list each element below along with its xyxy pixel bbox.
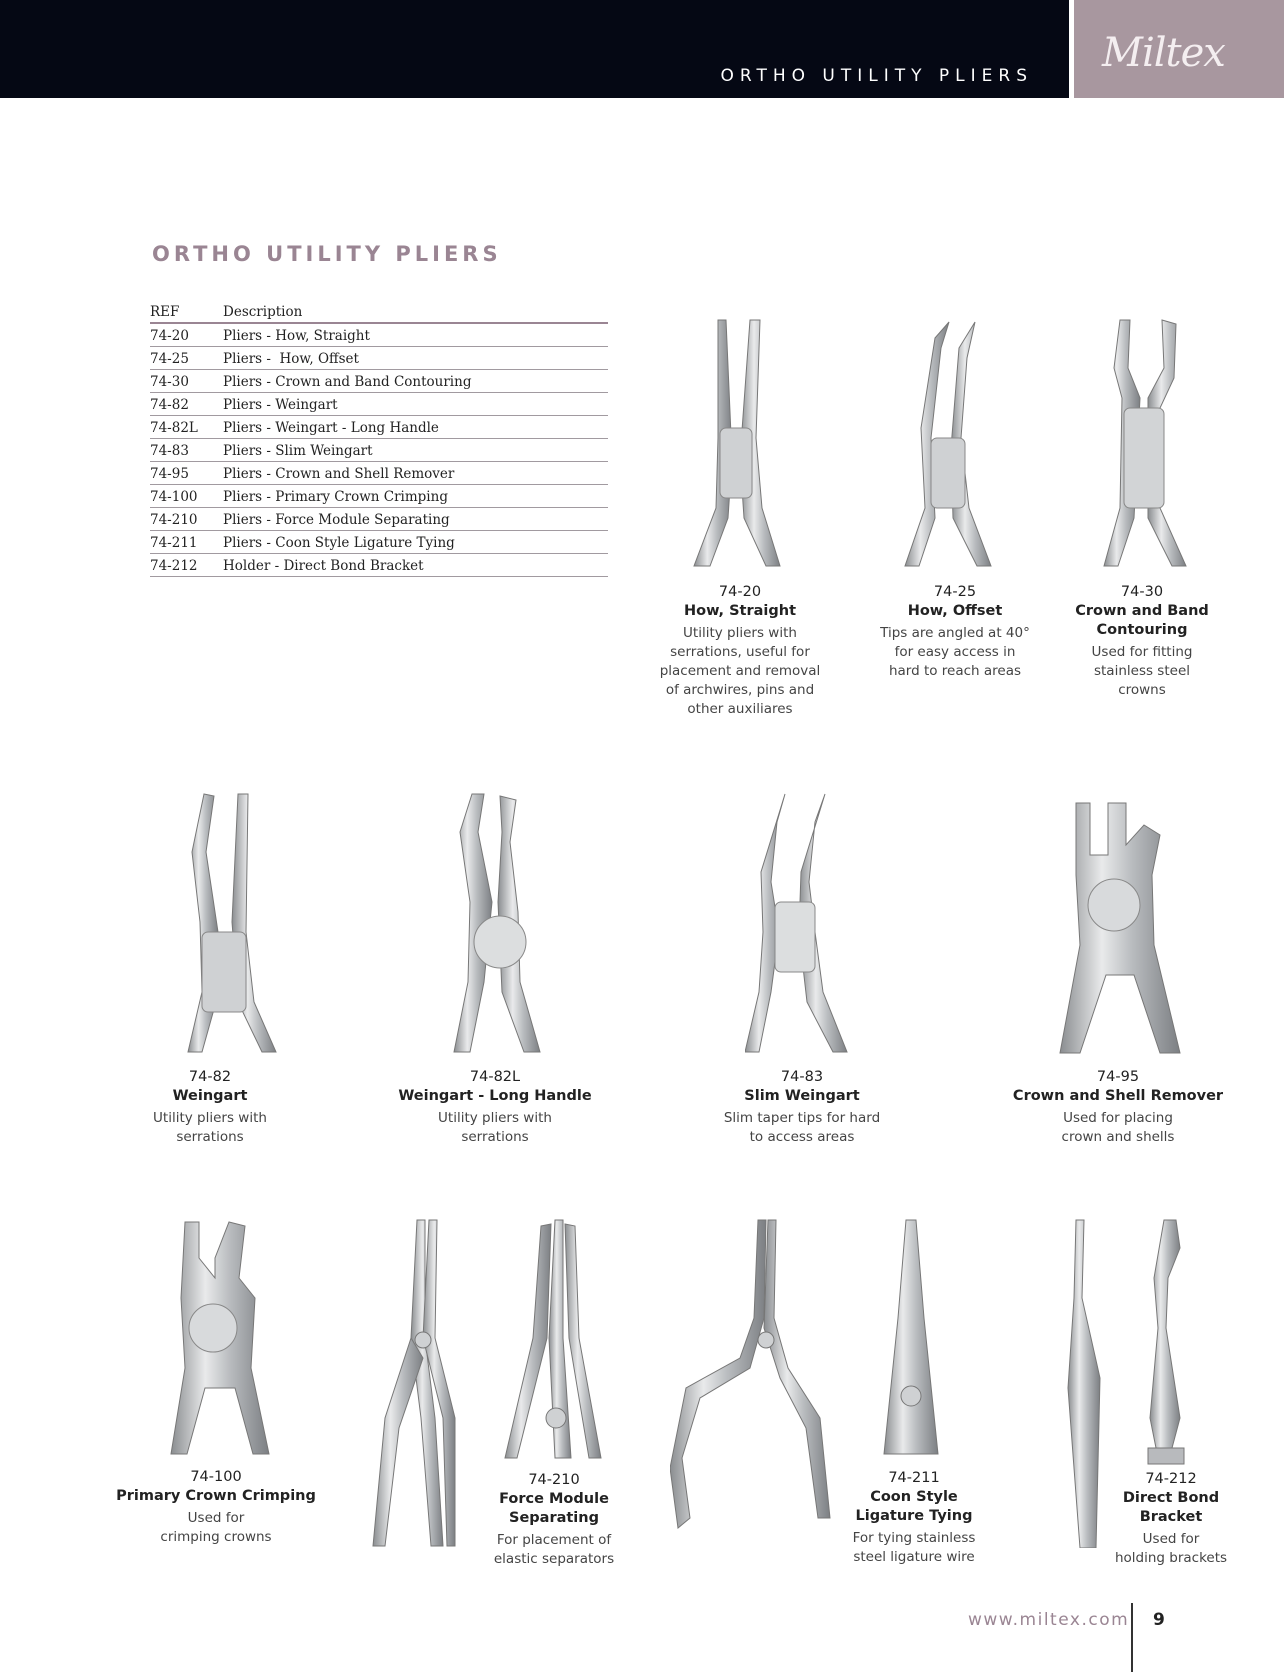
product-name: How, Straight bbox=[683, 603, 797, 619]
pliers-74-100-image bbox=[165, 1218, 275, 1458]
product-code: 74-20 bbox=[718, 584, 762, 600]
product-description: Utility pliers with serrations bbox=[438, 1110, 552, 1145]
pliers-74-20-image bbox=[680, 318, 790, 568]
product-description: For tying stainless steel ligature wire bbox=[852, 1530, 976, 1565]
table-cell-ref: 74-82L bbox=[150, 416, 223, 439]
table-cell-ref: 74-83 bbox=[150, 439, 223, 462]
brand-logo: Miltex bbox=[1102, 30, 1225, 76]
product-name: Force Module Separating bbox=[499, 1491, 609, 1526]
page-number: 9 bbox=[1153, 1610, 1165, 1630]
table-cell-ref: 74-211 bbox=[150, 531, 223, 554]
table-cell-ref: 74-100 bbox=[150, 485, 223, 508]
product-name: Coon Style Ligature Tying bbox=[855, 1489, 973, 1524]
product-74-20 bbox=[640, 583, 840, 719]
pliers-74-82-image bbox=[180, 792, 290, 1054]
footer-url[interactable]: www.miltex.com bbox=[968, 1610, 1130, 1630]
section-title: ORTHO UTILITY PLIERS bbox=[152, 242, 502, 266]
table-row bbox=[150, 393, 608, 416]
product-description: Slim taper tips for hard to access areas bbox=[723, 1110, 881, 1145]
table-cell-description: Pliers - Weingart - Long Handle bbox=[223, 416, 608, 439]
table-cell-ref: 74-30 bbox=[150, 370, 223, 393]
product-name: Crown and Band Contouring bbox=[1075, 603, 1209, 638]
pliers-74-25-image bbox=[895, 318, 1005, 568]
table-row bbox=[150, 416, 608, 439]
product-74-30 bbox=[1042, 583, 1242, 700]
product-code: 74-95 bbox=[1096, 1069, 1140, 1085]
table-cell-description: Pliers - Weingart bbox=[223, 393, 608, 416]
table-row bbox=[150, 370, 608, 393]
table-cell-ref: 74-95 bbox=[150, 462, 223, 485]
product-code: 74-211 bbox=[888, 1470, 940, 1486]
product-74-211 bbox=[824, 1469, 1004, 1567]
table-header-description: Description bbox=[223, 300, 608, 323]
table-row bbox=[150, 554, 608, 577]
product-description: For placement of elastic separators bbox=[493, 1532, 615, 1567]
product-name: Weingart - Long Handle bbox=[398, 1088, 592, 1104]
product-74-210 bbox=[464, 1471, 644, 1569]
brand-logo-box bbox=[1074, 0, 1284, 98]
footer-divider bbox=[1131, 1603, 1133, 1672]
table-cell-description: Pliers - Slim Weingart bbox=[223, 439, 608, 462]
table-cell-description: Holder - Direct Bond Bracket bbox=[223, 554, 608, 577]
product-description: Used for holding brackets bbox=[1114, 1531, 1228, 1566]
product-74-95 bbox=[1008, 1068, 1228, 1147]
product-code: 74-82 bbox=[188, 1069, 232, 1085]
header-bar bbox=[0, 0, 1069, 98]
table-cell-description: Pliers - Crown and Band Contouring bbox=[223, 370, 608, 393]
product-74-82 bbox=[110, 1068, 310, 1147]
product-name: Crown and Shell Remover bbox=[1012, 1088, 1224, 1104]
product-name: Weingart bbox=[172, 1088, 248, 1104]
table-cell-description: Pliers - How, Straight bbox=[223, 323, 608, 347]
product-74-25 bbox=[855, 583, 1055, 681]
product-code: 74-25 bbox=[933, 584, 977, 600]
pliers-74-95-image bbox=[1050, 795, 1190, 1057]
pliers-74-83-image bbox=[745, 792, 865, 1054]
table-cell-description: Pliers - Coon Style Ligature Tying bbox=[223, 531, 608, 554]
table-cell-description: Pliers - Force Module Separating bbox=[223, 508, 608, 531]
product-74-212 bbox=[1096, 1470, 1246, 1568]
table-cell-ref: 74-210 bbox=[150, 508, 223, 531]
table-cell-description: Pliers - How, Offset bbox=[223, 347, 608, 370]
product-name: Slim Weingart bbox=[744, 1088, 860, 1104]
product-description: Used for crimping crowns bbox=[160, 1510, 272, 1545]
product-code: 74-30 bbox=[1120, 584, 1164, 600]
product-name: Direct Bond Bracket bbox=[1122, 1490, 1220, 1525]
product-code: 74-83 bbox=[780, 1069, 824, 1085]
product-description: Tips are angled at 40° for easy access in hard to reach areas bbox=[880, 625, 1030, 679]
table-cell-ref: 74-25 bbox=[150, 347, 223, 370]
product-74-100 bbox=[106, 1468, 326, 1547]
product-name: Primary Crown Crimping bbox=[116, 1488, 316, 1504]
table-header-ref: REF bbox=[150, 300, 223, 323]
product-name: How, Offset bbox=[907, 603, 1003, 619]
table-header-row bbox=[150, 300, 608, 323]
table-cell-description: Pliers - Primary Crown Crimping bbox=[223, 485, 608, 508]
product-description: Used for placing crown and shells bbox=[1061, 1110, 1175, 1145]
product-code: 74-212 bbox=[1145, 1471, 1197, 1487]
reference-table bbox=[150, 300, 608, 577]
product-74-83 bbox=[692, 1068, 912, 1147]
pliers-74-30-image bbox=[1090, 318, 1200, 568]
pliers-74-82l-image bbox=[440, 792, 560, 1054]
table-row bbox=[150, 508, 608, 531]
table-row bbox=[150, 462, 608, 485]
table-cell-ref: 74-82 bbox=[150, 393, 223, 416]
product-74-82l bbox=[380, 1068, 610, 1147]
product-description: Utility pliers with serrations, useful for placement and removal of archwires, pins and other auxiliares bbox=[659, 625, 821, 717]
header-title: ORTHO UTILITY PLIERS bbox=[720, 66, 1033, 86]
table-row bbox=[150, 323, 608, 347]
product-description: Used for fitting stainless steel crowns bbox=[1091, 644, 1193, 698]
table-row bbox=[150, 347, 608, 370]
product-code: 74-100 bbox=[190, 1469, 242, 1485]
product-code: 74-82L bbox=[469, 1069, 521, 1085]
table-cell-ref: 74-20 bbox=[150, 323, 223, 347]
table-cell-ref: 74-212 bbox=[150, 554, 223, 577]
product-code: 74-210 bbox=[528, 1472, 580, 1488]
table-row bbox=[150, 485, 608, 508]
product-description: Utility pliers with serrations bbox=[153, 1110, 267, 1145]
table-row bbox=[150, 439, 608, 462]
table-row bbox=[150, 531, 608, 554]
table-cell-description: Pliers - Crown and Shell Remover bbox=[223, 462, 608, 485]
